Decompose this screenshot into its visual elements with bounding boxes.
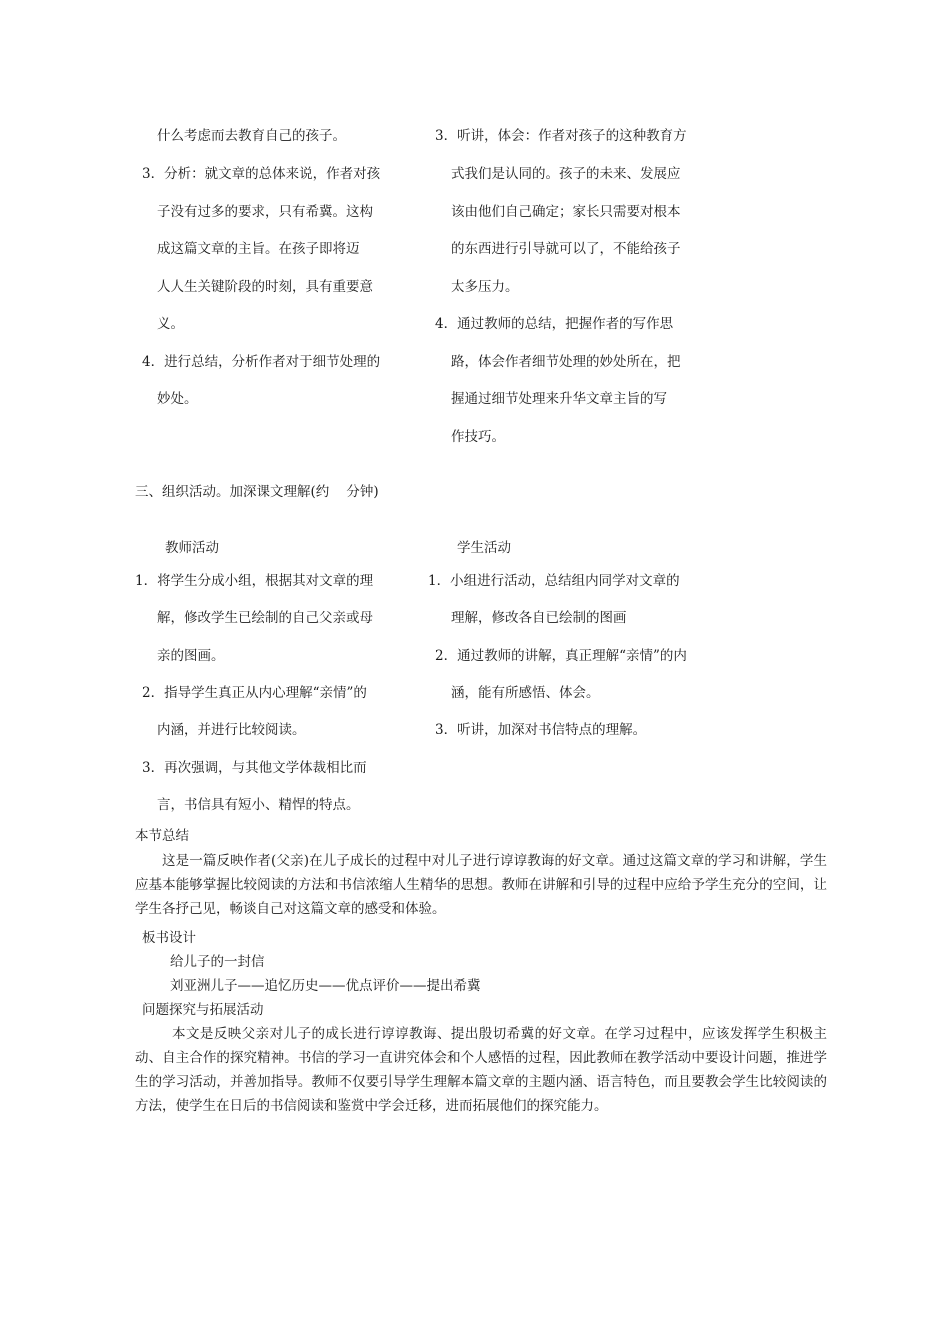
sec3-student-line: 2．通过教师的讲解，真正理解“亲情”的内 (435, 648, 687, 664)
sec2-student-line: 该由他们自己确定；家长只需要对根本 (451, 204, 681, 220)
sec3-teacher-line: 言，书信具有短小、精悍的特点。 (157, 797, 360, 813)
sec2-teacher-line: 子没有过多的要求，只有希冀。这构 (157, 204, 373, 220)
sec2-student-line: 式我们是认同的。孩子的未来、发展应 (451, 166, 681, 182)
section-3-title: 三、组织活动。加深课文理解(约 分钟) (135, 484, 379, 500)
sec2-student-line: 路，体会作者细节处理的妙处所在，把 (451, 354, 681, 370)
sec3-student-line: 理解，修改各自已绘制的图画 (451, 610, 627, 626)
sec2-student-line: 的东西进行引导就可以了，不能给孩子 (451, 241, 681, 257)
sec2-student-line: 太多压力。 (451, 279, 519, 295)
explore-text: 本文是反映父亲对儿子的成长进行谆谆教诲、提出殷切希冀的好文章。在学习过程中，应该发挥学生积极主动、自主合作的探究精神。书信的学习一直讲究体会和个人感悟的过程，因此教师在教学活动中要设计问题，推进学生的学习活动，并善加指导。教师不仅要引导学生理解本篇文章的主题内涵、语言特色，而且要教会学生比较阅读的方法，使学生在日后的书信阅读和鉴赏中学会迁移，进而拓展他们的探究能力。 (135, 1026, 827, 1114)
summary-text: 这是一篇反映作者(父亲)在儿子成长的过程中对儿子进行谆谆教诲的好文章。通过这篇文章的学习和讲解，学生应基本能够掌握比较阅读的方法和书信浓缩人生精华的思想。教师在讲解和引导的过程中应给予学生充分的空间，让学生各抒己见，畅谈自己对这篇文章的感受和体验。 (135, 853, 827, 917)
sec2-teacher-line: 什么考虑而去教育自己的孩子。 (157, 128, 346, 144)
board-line-outline: 刘亚洲儿子——追忆历史——优点评价——提出希冀 (170, 978, 481, 994)
student-activity-header: 学生活动 (457, 540, 511, 556)
sec2-student-line: 握通过细节处理来升华文章主旨的写 (451, 391, 667, 407)
sec3-teacher-line: 亲的图画。 (157, 648, 225, 664)
sec3-student-line: 涵，能有所感悟、体会。 (451, 685, 600, 701)
sec3-teacher-line: 解，修改学生已绘制的自己父亲或母 (157, 610, 373, 626)
sec3-teacher-line: 3．再次强调，与其他文学体裁相比而 (142, 760, 367, 776)
sec2-teacher-line: 人人生关键阶段的时刻，具有重要意 (157, 279, 373, 295)
sec2-teacher-line: 义。 (157, 316, 184, 332)
teacher-activity-header: 教师活动 (165, 540, 219, 556)
sec3-teacher-line: 1．将学生分成小组，根据其对文章的理 (135, 573, 374, 589)
sec3-student-line: 3．听讲，加深对书信特点的理解。 (435, 722, 647, 738)
sec3-teacher-line: 2．指导学生真正从内心理解“亲情”的 (142, 685, 367, 701)
sec3-student-line: 1．小组进行活动，总结组内同学对文章的 (428, 573, 680, 589)
board-design-title: 板书设计 (142, 930, 196, 946)
summary-title: 本节总结 (135, 828, 189, 844)
sec2-teacher-line: 4．进行总结，分析作者对于细节处理的 (142, 354, 381, 370)
sec2-teacher-line: 3．分析：就文章的总体来说，作者对孩 (142, 166, 381, 182)
sec2-teacher-line: 成这篇文章的主旨。在孩子即将迈 (157, 241, 360, 257)
sec2-student-line: 3．听讲，体会：作者对孩子的这种教育方 (435, 128, 687, 144)
sec2-student-line: 作技巧。 (451, 429, 505, 445)
sec2-student-line: 4．通过教师的总结，把握作者的写作思 (435, 316, 674, 332)
sec3-teacher-line: 内涵，并进行比较阅读。 (157, 722, 306, 738)
sec2-teacher-line: 妙处。 (157, 391, 198, 407)
explore-title: 问题探究与拓展活动 (142, 1002, 264, 1018)
board-line-title: 给儿子的一封信 (170, 954, 265, 970)
